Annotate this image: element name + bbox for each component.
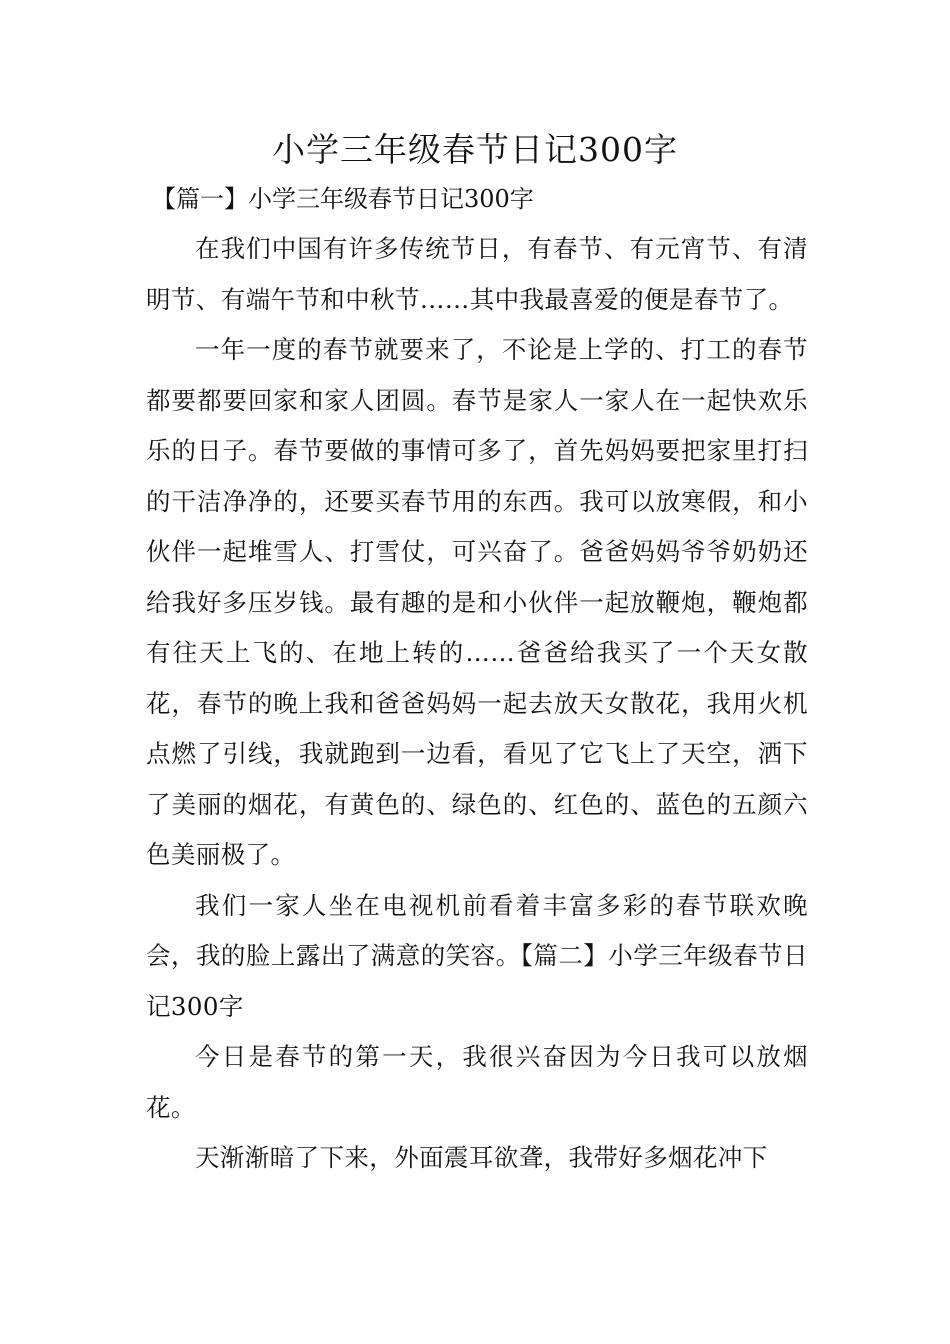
document-body — [146, 224, 808, 1184]
paragraph-5: 天渐渐暗了下来，外面震耳欲聋，我带好多烟花冲下 — [195, 1143, 768, 1172]
paragraph-2: 一年一度的春节就要来了，不论是上学的、打工的春节都要都要回家和家人团圆。春节是家人一家人在一起快欢乐乐的日子。春节要做的事情可多了，首先妈妈要把家里打扫的干洁净净的，还要买春节用的东西。我可以放寒假，和小伙伴一起堆雪人、打雪仗，可兴奋了。爸爸妈妈爷爷奶奶还给我好多压岁钱。最有趣的是和小伙伴一起放鞭炮，鞭炮都有往天上飞的、在地上转的……爸爸给我买了一个天女散花，春节的晚上我和爸爸妈妈一起去放天女散花，我用火机点燃了引线，我就跑到一边看，看见了它飞上了天空，洒下了美丽的烟花，有黄色的、绿色的、红色的、蓝色的五颜六色美丽极了。 — [146, 335, 808, 869]
section-heading: 【篇一】小学三年级春节日记300字 — [152, 185, 534, 213]
paragraph-1: 在我们中国有许多传统节日，有春节、有元宵节、有清明节、有端午节和中秋节……其中我最喜爱的便是春节了。 — [146, 234, 808, 314]
paragraph-3: 我们一家人坐在电视机前看着丰富多彩的春节联欢晚会，我的脸上露出了满意的笑容。【篇二】小学三年级春节日记300字 — [146, 890, 808, 1021]
document-title: 小学三年级春节日记300字 — [272, 130, 678, 169]
paragraph-4: 今日是春节的第一天，我很兴奋因为今日我可以放烟花。 — [146, 1042, 808, 1122]
